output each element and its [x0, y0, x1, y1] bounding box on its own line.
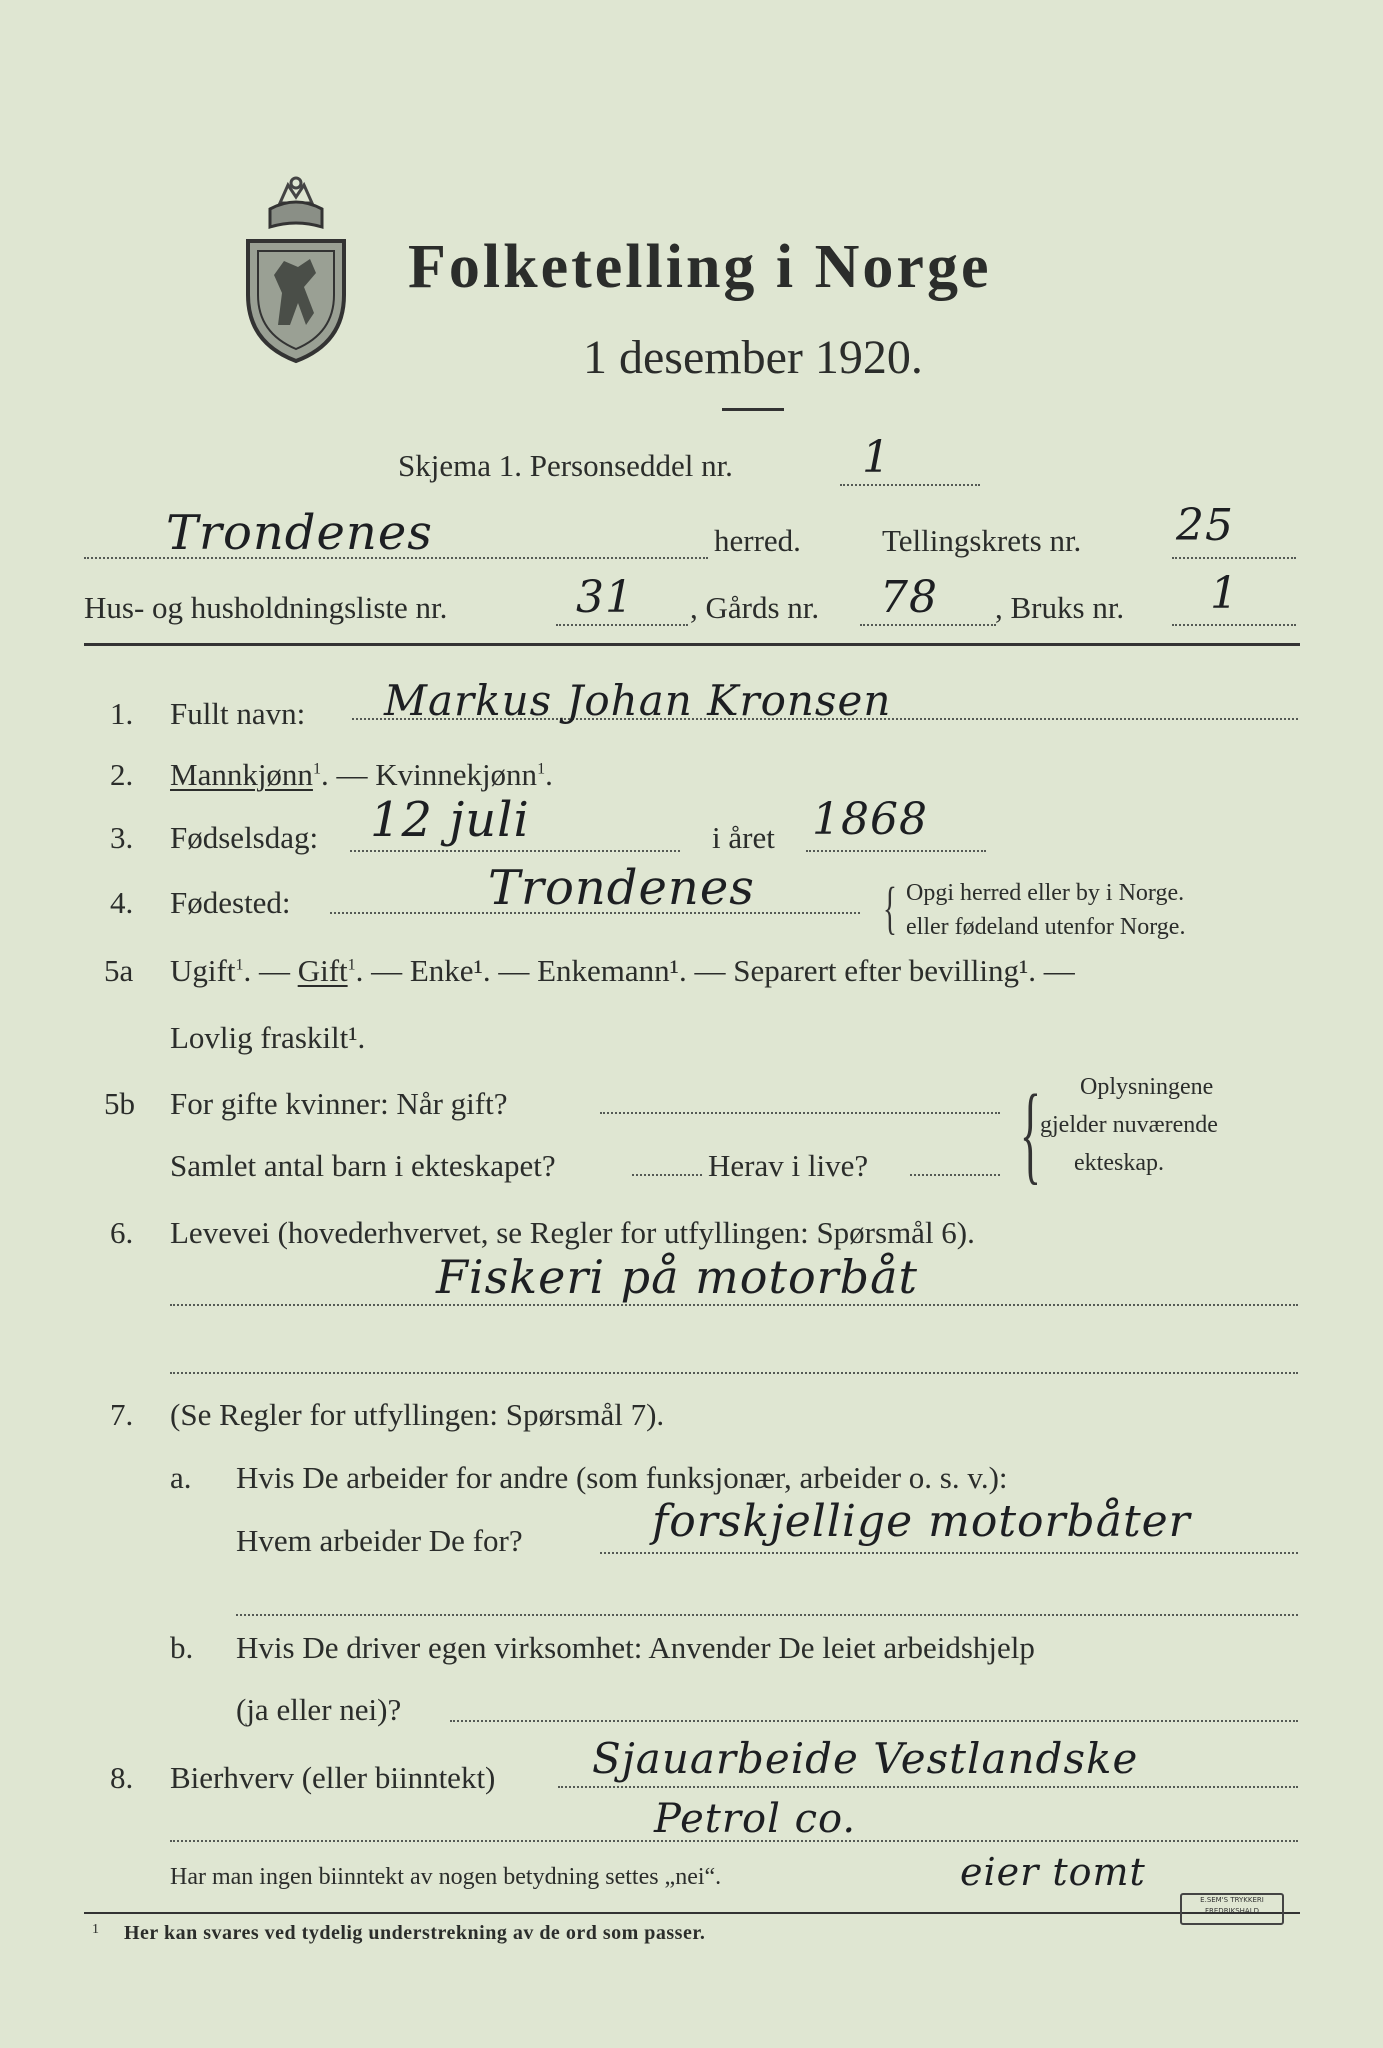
gards-value: 78: [880, 572, 938, 623]
bruks-dotline: [1172, 624, 1296, 626]
bruks-label: , Bruks nr.: [995, 590, 1125, 625]
q4-label: Fødested:: [170, 885, 291, 920]
herred-value: Trondenes: [166, 505, 433, 561]
q8-value-line2: Petrol co.: [654, 1796, 857, 1842]
title-divider: [722, 408, 784, 411]
footnote-rule: [84, 1912, 1300, 1914]
q7-number: 7.: [110, 1397, 134, 1432]
q4-note-line2: eller fødeland utenfor Norge.: [906, 914, 1186, 940]
herred-label: herred.: [714, 523, 801, 558]
q7a-dotline1: [600, 1552, 1298, 1554]
schema-label: Skjema 1. Personseddel nr.: [398, 448, 733, 483]
q5b-label3: Herav i live?: [708, 1148, 869, 1183]
q4-number: 4.: [110, 885, 134, 920]
q7-label: (Se Regler for utfyllingen: Spørsmål 7).: [170, 1397, 665, 1432]
q3-year-value: 1868: [812, 794, 928, 845]
q4-note-line1: Opgi herred eller by i Norge.: [906, 880, 1185, 906]
q8-dotline1: [558, 1786, 1298, 1788]
q1-value: Markus Johan Kronsen: [384, 676, 892, 725]
q7a-dotline2: [236, 1614, 1298, 1616]
form-title: Folketelling i Norge: [408, 233, 992, 301]
q8-note: Har man ingen biinntekt av nogen betydning settes „nei“.: [170, 1864, 722, 1890]
q5b-note-line2: gjelder nuværende: [1040, 1112, 1218, 1138]
q6-label: Levevei (hovederhvervet, se Regler for utfyllingen: Spørsmål 6).: [170, 1215, 975, 1250]
krets-value: 25: [1176, 500, 1234, 551]
q6-dotline1: [170, 1304, 1298, 1306]
q8-value-line1: Sjauarbeide Vestlandske: [592, 1734, 1139, 1783]
q8-label: Bierhverv (eller biinntekt): [170, 1760, 496, 1795]
q1-label: Fullt navn:: [170, 696, 306, 731]
q3-day-value: 12 juli: [370, 792, 530, 848]
q5b-gift-dotline: [600, 1112, 1000, 1114]
q5b-children-dotline: [632, 1174, 702, 1176]
q2-male-option: Mannkjønn: [170, 757, 313, 792]
footnote-text: Her kan svares ved tydelig understrekning av de ord som passer.: [124, 1922, 706, 1944]
q7b-dotline: [450, 1720, 1298, 1722]
krets-dotline: [1172, 557, 1296, 559]
q3-year-label: i året: [712, 820, 775, 855]
q2-separator: . —: [320, 757, 376, 792]
q5b-alive-dotline: [910, 1174, 1000, 1176]
schema-dotline: [840, 484, 980, 486]
printer-stamp-line2: FREDRIKSHALD: [1204, 1907, 1259, 1915]
q5b-number: 5b: [104, 1086, 135, 1121]
q2-female-option: Kvinnekjønn: [375, 757, 538, 792]
q6-value: Fiskeri på motorbåt: [436, 1250, 918, 1304]
q3-year-dotline: [806, 850, 986, 852]
q5a-gift-option: Gift: [297, 953, 348, 988]
q5b-label1: For gifte kvinner: Når gift?: [170, 1086, 508, 1121]
q5b-note-line1: Oplysningene: [1080, 1074, 1214, 1100]
q3-label: Fødselsdag:: [170, 820, 319, 855]
bruks-value: 1: [1210, 568, 1239, 619]
q1-number: 1.: [110, 696, 134, 731]
q5a-ugift-option: Ugift: [170, 953, 236, 988]
hus-label: Hus- og husholdningsliste nr.: [84, 590, 448, 625]
q7a-value: forskjellige motorbåter: [652, 1496, 1191, 1547]
q6-dotline2: [170, 1372, 1298, 1374]
q5b-label2: Samlet antal barn i ekteskapet?: [170, 1148, 556, 1183]
q4-value: Trondenes: [488, 860, 755, 916]
q7b-line1: Hvis De driver egen virksomhet: Anvender De leiet arbeidshjelp: [236, 1630, 1035, 1665]
schema-value: 1: [862, 432, 891, 483]
gards-label: , Gårds nr.: [690, 590, 820, 625]
q5a-separator: . —: [243, 953, 298, 988]
q3-number: 3.: [110, 820, 134, 855]
q7b-letter: b.: [170, 1630, 194, 1665]
q4-brace: {: [882, 875, 897, 940]
q6-number: 6.: [110, 1215, 134, 1250]
footnote-mark: 1: [92, 1922, 99, 1937]
q5b-brace: {: [1019, 1072, 1041, 1194]
q8-value-line3: eier tomt: [960, 1850, 1146, 1894]
header-rule: [84, 643, 1300, 646]
krets-label: Tellingskrets nr.: [882, 523, 1082, 558]
gards-dotline: [860, 624, 996, 626]
q7a-letter: a.: [170, 1460, 192, 1495]
q2-end: .: [545, 757, 553, 792]
q7a-line2: Hvem arbeider De for?: [236, 1523, 523, 1558]
q5a-number: 5a: [104, 953, 134, 988]
q7b-line2: (ja eller nei)?: [236, 1692, 402, 1727]
q5b-note-line3: ekteskap.: [1074, 1150, 1164, 1176]
q2-gender-options: Mannkjønn$^1$. — Kvinnekjønn$^1$.: [170, 757, 553, 792]
printer-stamp-line1: E.SEM'S TRYKKERI: [1200, 1896, 1264, 1904]
q8-number: 8.: [110, 1760, 134, 1795]
hus-value: 31: [576, 572, 634, 623]
q3-day-dotline: [350, 850, 680, 852]
q5a-line2: Lovlig fraskilt¹.: [170, 1020, 366, 1055]
q5a-options: Ugift$^1$. — Gift$^1$. — Enke¹. — Enkemann¹. — Separert efter bevilling¹. —: [170, 953, 1075, 988]
q5a-other-options: . — Enke¹. — Enkemann¹. — Separert efter bevilling¹. —: [355, 953, 1075, 988]
hus-dotline: [556, 624, 688, 626]
q2-number: 2.: [110, 757, 134, 792]
coat-of-arms-icon: [240, 175, 352, 365]
q7a-line1: Hvis De arbeider for andre (som funksjonær, arbeider o. s. v.):: [236, 1460, 1008, 1495]
census-date: 1 desember 1920.: [583, 331, 923, 384]
printer-stamp: [1180, 1893, 1284, 1925]
